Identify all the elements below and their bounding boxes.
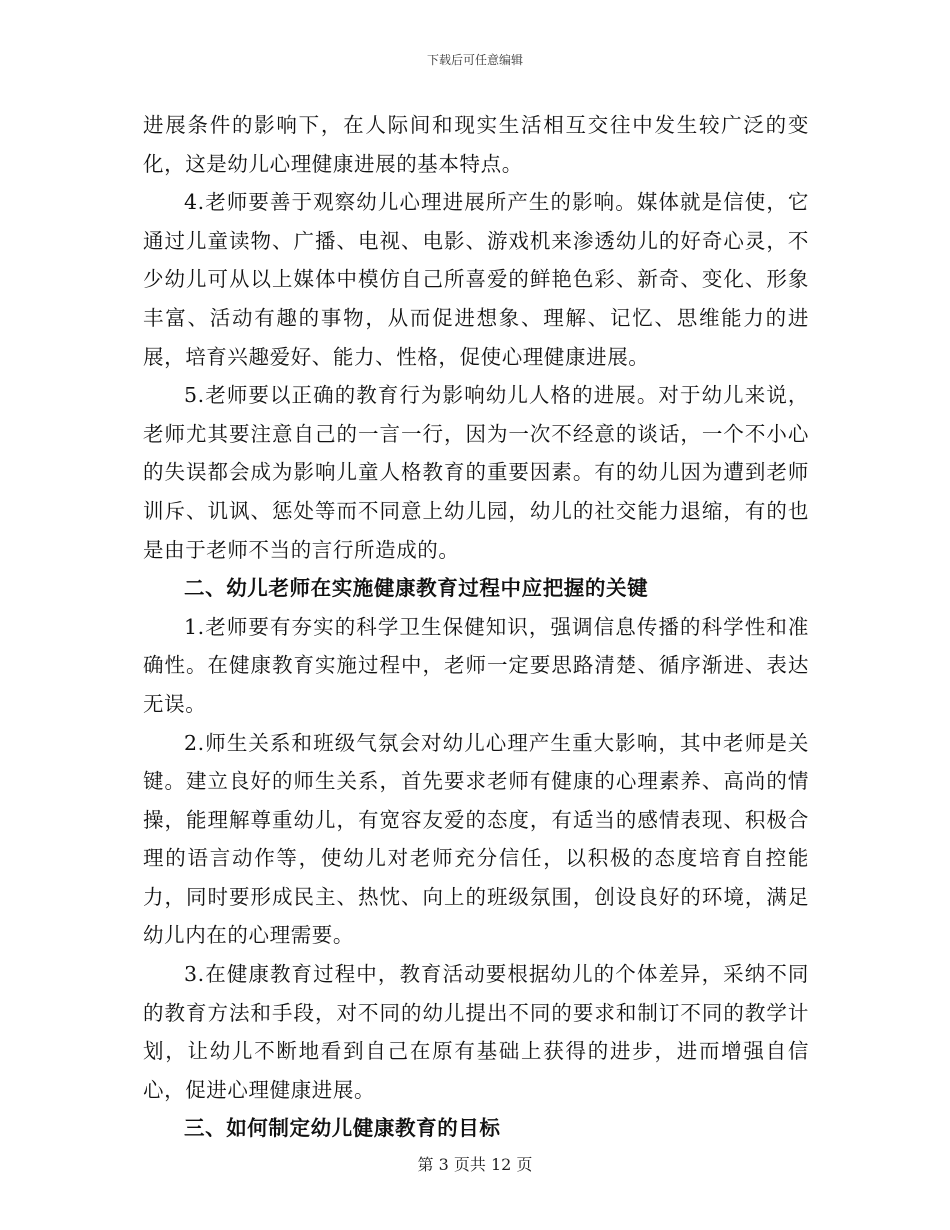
paragraph-item-5: 5.老师要以正确的教育行为影响幼儿人格的进展。对于幼儿来说，老师尤其要注意自己的一言一行，因为一次不经意的谈话，一个不小心的失误都会成为影响儿童人格教育的重要因素。有的幼儿因为遭到老师训斥、讥讽、惩处等而不同意上幼儿园，幼儿的社交能力退缩，有的也是由于老师不当的言行所造成的。 [143, 383, 809, 562]
paragraph-continuation: 进展条件的影响下，在人际间和现实生活相互交往中发生较广泛的变化，这是幼儿心理健康进展的基本特点。 [143, 113, 809, 176]
paragraph-key-2: 2.师生关系和班级气氛会对幼儿心理产生重大影响，其中老师是关键。建立良好的师生关系，首先要求老师有健康的心理素养、高尚的情操，能理解尊重幼儿，有宽容友爱的态度，有适当的感情表现、积极合理的语言动作等，使幼儿对老师充分信任，以积极的态度培育自控能力，同时要形成民主、热忱、向上的班级氛围，创设良好的环境，满足幼儿内在的心理需要。 [143, 730, 809, 948]
page-number: 第 3 页共 12 页 [417, 1155, 533, 1174]
paragraph-key-3: 3.在健康教育过程中，教育活动要根据幼儿的个体差异，采纳不同的教育方法和手段，对不同的幼儿提出不同的要求和制订不同的教学计划，让幼儿不断地看到自己在原有基础上获得的进步，进而增强自信心，促进心理健康进展。 [143, 962, 809, 1102]
paragraph-item-4: 4.老师要善于观察幼儿心理进展所产生的影响。媒体就是信使，它通过儿童读物、广播、电视、电影、游戏机来渗透幼儿的好奇心灵，不少幼儿可从以上媒体中模仿自己所喜爱的鲜艳色彩、新奇、变化、形象丰富、活动有趣的事物，从而促进想象、理解、记忆、思维能力的进展，培育兴趣爱好、能力、性格，促使心理健康进展。 [143, 190, 809, 369]
paragraph-key-1: 1.老师要有夯实的科学卫生保健知识，强调信息传播的科学性和准确性。在健康教育实施过程中，老师一定要思路清楚、循序渐进、表达无误。 [143, 614, 809, 716]
section-heading-3: 三、如何制定幼儿健康教育的目标 [184, 1116, 501, 1141]
page-header: 下载后可任意编辑 [426, 53, 523, 67]
section-heading-2: 二、幼儿老师在实施健康教育过程中应把握的关键 [184, 576, 649, 601]
document-body [143, 106, 809, 1148]
